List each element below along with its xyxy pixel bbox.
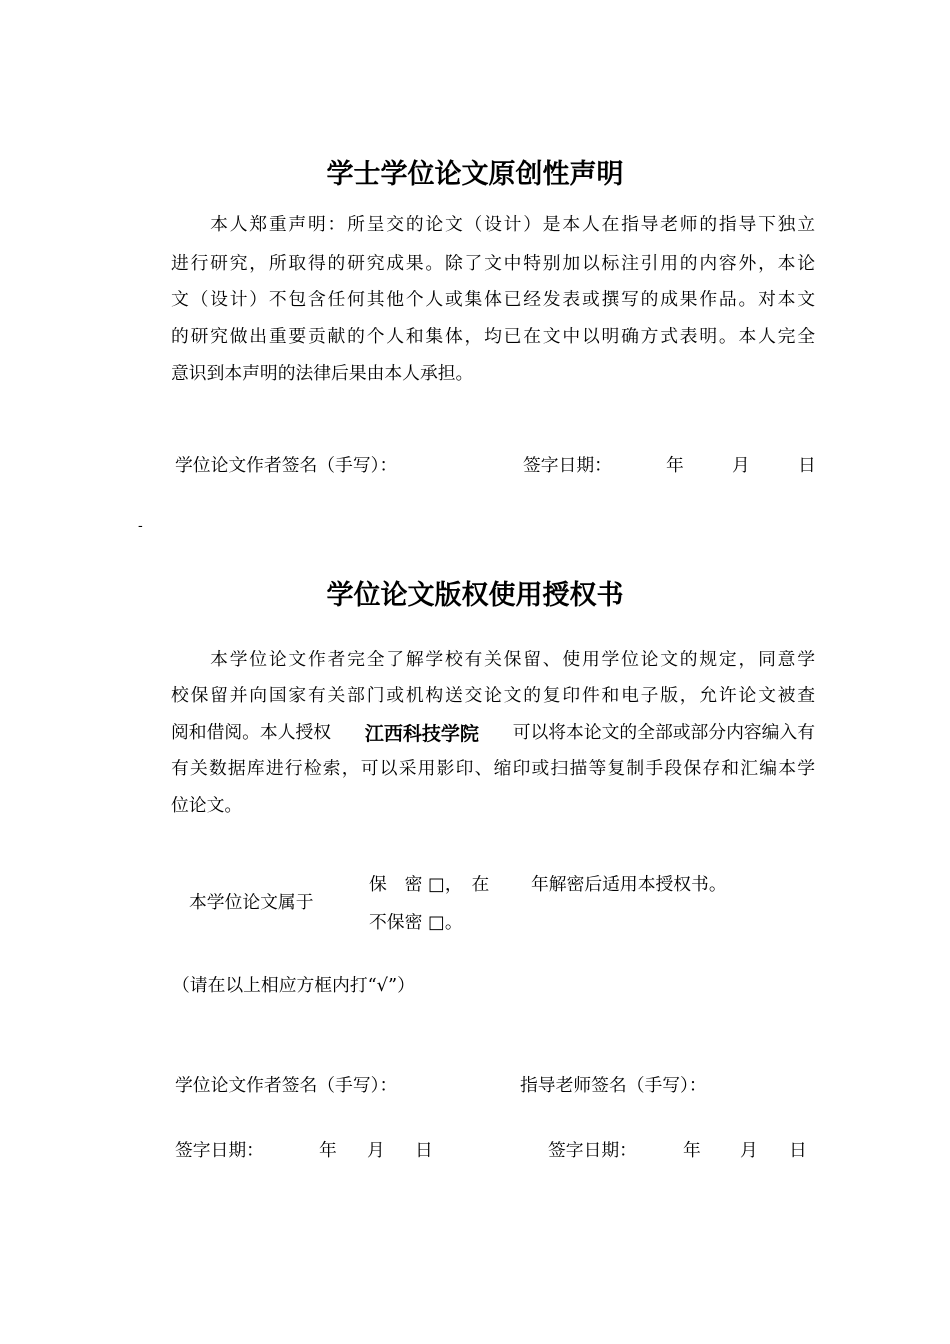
author-year-label: 年 <box>319 1140 337 1161</box>
advisor-year-label: 年 <box>683 1140 701 1161</box>
day-label: 日 <box>798 455 816 476</box>
declaration-line: 进行研究，所取得的研究成果。除了文中特别加以标注引用的内容外，本论 <box>171 253 815 274</box>
advisor-month-label: 月 <box>740 1140 758 1161</box>
not-secret-checkbox[interactable]: □ <box>428 912 445 933</box>
author-signature-label: 学位论文作者签名（手写）： <box>175 1075 398 1096</box>
advisor-day-label: 日 <box>789 1140 807 1161</box>
authorization-line: 本学位论文作者完全了解学校有关保留、使用学位论文的规定，同意学 <box>171 649 815 670</box>
advisor-date-label: 签字日期： <box>548 1140 637 1161</box>
declaration-line: 意识到本声明的法律后果由本人承担。 <box>171 363 474 384</box>
not-secret-option <box>369 909 463 934</box>
not-secret-end: 。 <box>444 912 463 933</box>
month-label: 月 <box>732 455 750 476</box>
authorization-title: 学位论文版权使用授权书 <box>326 580 624 611</box>
secret-years-text: 年解密后适用本授权书。 <box>531 874 727 895</box>
authorization-line: 有关数据库进行检索，可以采用影印、缩印或扫描等复制手段保存和汇编本学 <box>171 758 815 779</box>
date-label: 签字日期： <box>523 455 612 476</box>
authorization-line: 位论文。 <box>171 795 243 816</box>
author-month-label: 月 <box>367 1140 385 1161</box>
author-day-label: 日 <box>415 1140 433 1161</box>
belongs-label: 本学位论文属于 <box>189 892 314 913</box>
line-text: 阅和借阅。本人授权 <box>171 722 332 743</box>
advisor-signature-label: 指导老师签名（手写）： <box>520 1075 707 1096</box>
declaration-line: 文（设计）不包含任何其他个人或集体已经发表或撰写的成果作品。对本文 <box>171 289 815 310</box>
declaration-line: 本人郑重声明：所呈交的论文（设计）是本人在指导老师的指导下独立 <box>171 214 815 235</box>
author-date-label: 签字日期： <box>175 1140 264 1161</box>
separator-mark: - <box>138 518 143 534</box>
instruction-text: （请在以上相应方框内打“√”） <box>172 975 415 996</box>
line-text: 可以将本论文的全部或部分内容编入有 <box>512 722 815 743</box>
authorization-line: 校保留并向国家有关部门或机构送交论文的复印件和电子版，允许论文被查 <box>171 685 815 706</box>
declaration-title: 学士学位论文原创性声明 <box>326 159 624 190</box>
not-secret-label: 不保密 <box>369 912 423 933</box>
secret-text: ， 在 <box>444 874 490 895</box>
school-name: 江西科技学院 <box>364 723 479 745</box>
authorization-line <box>171 719 815 746</box>
secret-option <box>369 871 489 896</box>
secret-checkbox[interactable]: □ <box>428 874 445 895</box>
author-signature-label: 学位论文作者签名（手写）： <box>175 455 398 476</box>
secret-label: 保 密 <box>369 874 423 895</box>
year-label: 年 <box>666 455 684 476</box>
declaration-line: 的研究做出重要贡献的个人和集体，均已在文中以明确方式表明。本人完全 <box>171 326 815 347</box>
